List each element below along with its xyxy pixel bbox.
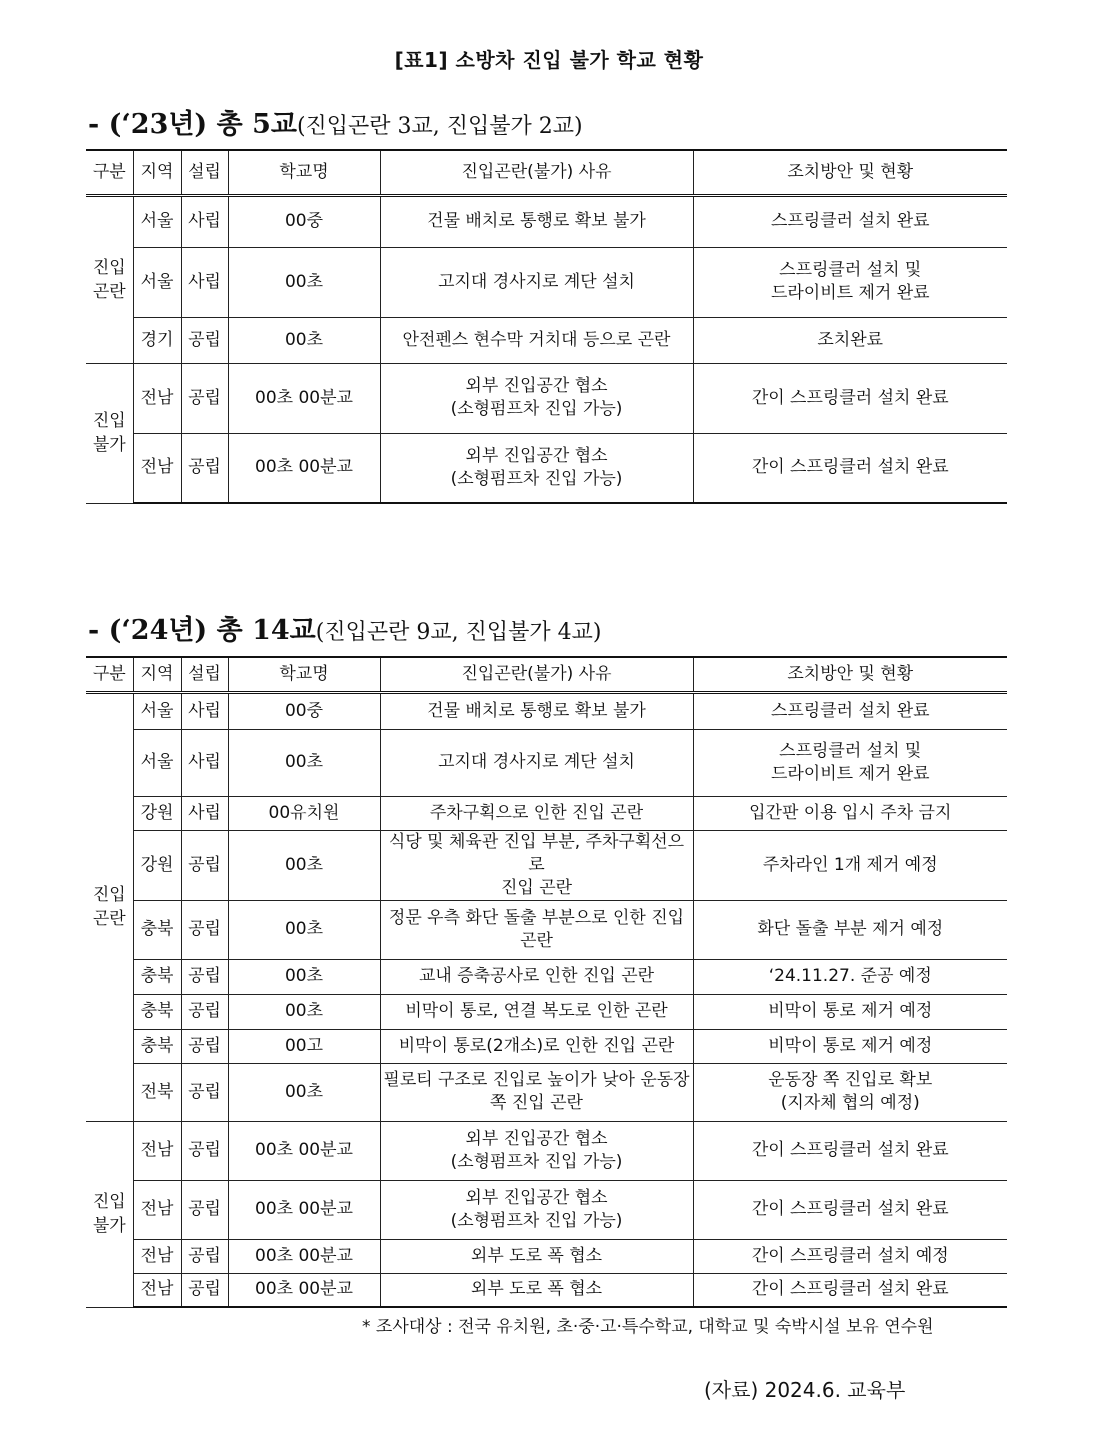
table-row [86,247,1007,317]
group-label-line: 곤란 [92,909,126,929]
reason-cell-line: 외부 진입공간 협소 [465,1187,608,1208]
reason-cell-line: 안전펜스 현수막 거치대 등으로 곤란 [402,329,671,350]
header-type: 설립 [181,657,228,692]
reason-cell [380,692,693,729]
action-cell-line: ‘24.11.27. 준공 예정 [768,966,932,986]
action-cell [693,195,1007,247]
group-label-line: 진입 [92,885,126,905]
action-cell-line: 스프링클러 설치 완료 [770,700,930,721]
school-name-cell: 00초 [228,959,380,994]
table-row [86,317,1007,363]
group-label-cell [86,1121,133,1307]
table-row [86,994,1007,1029]
group-label-cell [86,363,133,503]
header-row [86,150,1007,195]
table-row [86,433,1007,503]
action-cell [693,1029,1007,1063]
action-cell-line: 주차라인 1개 제거 예정 [762,854,938,875]
reason-cell [380,317,693,363]
header-region: 지역 [133,150,181,195]
action-cell [693,317,1007,363]
reason-cell-line: (소형펌프차 진입 가능) [450,1151,623,1172]
action-cell [693,1273,1007,1307]
type-cell: 공립 [181,1063,228,1121]
section-heading-main: - (‘23년) 총 5교 [88,109,297,140]
action-cell-line: 간이 스프링클러 설치 완료 [751,457,949,478]
school-name-cell: 00유치원 [228,796,380,830]
reason-cell [380,433,693,503]
section-heading-2024 [88,608,601,647]
reason-cell-line: 비막이 통로, 연결 복도로 인한 곤란 [405,1001,668,1021]
reason-cell-line: 식당 및 체육관 진입 부분, 주차구획선으로 [388,831,685,875]
reason-cell [380,729,693,796]
reason-cell [380,959,693,994]
action-cell [693,1063,1007,1121]
type-cell: 공립 [181,1029,228,1063]
action-cell-line: 간이 스프링클러 설치 완료 [751,1140,949,1160]
group-label-line: 불가 [92,435,126,455]
table-row [86,1063,1007,1121]
reason-cell-line: 외부 진입공간 협소 [465,376,608,396]
type-cell: 공립 [181,433,228,503]
region-cell: 전남 [133,1121,181,1180]
table-row [86,729,1007,796]
reason-cell [380,994,693,1029]
action-cell-line: 간이 스프링클러 설치 예정 [751,1245,949,1266]
type-cell: 공립 [181,830,228,900]
type-cell: 사립 [181,195,228,247]
type-cell: 공립 [181,317,228,363]
type-cell: 공립 [181,1273,228,1307]
school-name-cell: 00중 [228,692,380,729]
header-category: 구분 [86,657,133,692]
type-cell: 공립 [181,1121,228,1180]
table-row [86,195,1007,247]
reason-cell [380,1121,693,1180]
region-cell: 충북 [133,994,181,1029]
reason-cell-line: 외부 도로 폭 협소 [470,1245,603,1266]
action-cell [693,433,1007,503]
type-cell: 사립 [181,796,228,830]
region-cell: 전남 [133,1273,181,1307]
reason-cell-line: 건물 배치로 통행로 확보 불가 [427,211,646,231]
school-name-cell: 00초 00분교 [228,1239,380,1273]
section-heading-main: - (‘24년) 총 14교 [88,615,316,646]
school-name-cell: 00초 [228,1063,380,1121]
reason-cell-line: 주차구획으로 인한 진입 곤란 [429,802,644,823]
group-label-cell [86,692,133,1121]
school-name-cell: 00초 [228,317,380,363]
document-title: [표1] 소방차 진입 불가 학교 현황 [394,48,704,72]
school-name-cell: 00중 [228,195,380,247]
reason-cell [380,796,693,830]
reason-cell-line: 건물 배치로 통행로 확보 불가 [427,700,646,721]
action-cell-line: 간이 스프링클러 설치 완료 [751,387,949,408]
type-cell: 사립 [181,692,228,729]
table-row [86,363,1007,433]
type-cell: 공립 [181,363,228,433]
action-cell-line: 스프링클러 설치 및 [779,260,922,280]
type-cell: 사립 [181,729,228,796]
reason-cell [380,830,693,900]
action-cell [693,1180,1007,1239]
school-name-cell: 00고 [228,1029,380,1063]
school-name-cell: 00초 [228,994,380,1029]
action-cell-line: (지자체 협의 예정) [780,1093,920,1113]
reason-cell-line: 교내 증축공사로 인한 진입 곤란 [418,966,655,986]
type-cell: 공립 [181,900,228,959]
school-name-cell: 00초 00분교 [228,1121,380,1180]
header-school: 학교명 [228,150,380,195]
action-cell [693,830,1007,900]
action-cell-line: 비막이 통로 제거 예정 [768,1035,933,1056]
region-cell: 전남 [133,1239,181,1273]
type-cell: 공립 [181,1239,228,1273]
reason-cell-line: 필로티 구조로 진입로 높이가 낮아 운동장 [383,1070,690,1090]
header-type: 설립 [181,150,228,195]
table-row [86,900,1007,959]
reason-cell-line: 진입 곤란 [500,877,573,898]
footnote: * 조사대상 : 전국 유치원, 초·중·고·특수학교, 대학교 및 숙박시설 보유 연수원 [362,1317,934,1337]
action-cell-line: 드라이비트 제거 완료 [770,763,930,784]
group-label-line: 진입 [92,411,126,431]
type-cell: 공립 [181,959,228,994]
table-row [86,1121,1007,1180]
school-table-2023 [86,149,1007,504]
action-cell [693,1121,1007,1180]
reason-cell-line: (소형펌프차 진입 가능) [450,399,623,419]
school-name-cell: 00초 [228,830,380,900]
region-cell: 전남 [133,433,181,503]
school-name-cell: 00초 00분교 [228,363,380,433]
region-cell: 경기 [133,317,181,363]
school-name-cell: 00초 [228,729,380,796]
region-cell: 충북 [133,959,181,994]
reason-cell-line: 고지대 경사지로 계단 설치 [438,271,635,292]
action-cell-line: 화단 돌출 부분 제거 예정 [757,919,944,939]
region-cell: 충북 [133,900,181,959]
region-cell: 서울 [133,195,181,247]
school-name-cell: 00초 00분교 [228,1180,380,1239]
header-school: 학교명 [228,657,380,692]
reason-cell [380,363,693,433]
reason-cell [380,1239,693,1273]
action-cell [693,900,1007,959]
region-cell: 서울 [133,692,181,729]
section-heading-sub: (진입곤란 3교, 진입불가 2교) [296,114,583,139]
type-cell: 공립 [181,1180,228,1239]
action-cell-line: 간이 스프링클러 설치 완료 [751,1279,949,1300]
reason-cell-line: 쪽 진입 곤란 [490,1093,583,1113]
header-action: 조치방안 및 현황 [693,150,1007,195]
region-cell: 전남 [133,363,181,433]
reason-cell-line: (소형펌프차 진입 가능) [450,468,623,489]
table-row [86,959,1007,994]
reason-cell-line: 외부 진입공간 협소 [465,445,608,466]
action-cell-line: 조치완료 [817,329,884,350]
header-category: 구분 [86,150,133,195]
action-cell-line: 비막이 통로 제거 예정 [768,1001,933,1021]
type-cell: 공립 [181,994,228,1029]
group-label-cell [86,195,133,363]
group-label-line: 곤란 [92,281,126,302]
action-cell-line: 간이 스프링클러 설치 완료 [751,1199,949,1219]
header-reason: 진입곤란(불가) 사유 [380,150,693,195]
group-label-line: 불가 [92,1216,126,1236]
region-cell: 충북 [133,1029,181,1063]
school-name-cell: 00초 [228,900,380,959]
action-cell [693,959,1007,994]
school-name-cell: 00초 00분교 [228,1273,380,1307]
region-cell: 강원 [133,830,181,900]
region-cell: 전북 [133,1063,181,1121]
action-cell-line: 스프링클러 설치 및 [779,740,922,761]
reason-cell [380,1273,693,1307]
table-row [86,1273,1007,1307]
reason-cell [380,900,693,959]
action-cell-line: 입간판 이용 입시 주차 금지 [749,802,952,823]
reason-cell [380,195,693,247]
section-heading-sub: (진입곤란 9교, 진입불가 4교) [315,620,602,645]
action-cell [693,363,1007,433]
action-cell [693,729,1007,796]
reason-cell-line: 외부 진입공간 협소 [465,1128,608,1149]
action-cell-line: 운동장 쪽 진입로 확보 [768,1070,933,1090]
reason-cell [380,247,693,317]
reason-cell-line: 곤란 [520,930,553,951]
section-heading-2023 [88,102,583,141]
type-cell: 사립 [181,247,228,317]
action-cell-line: 스프링클러 설치 완료 [770,211,930,231]
header-region: 지역 [133,657,181,692]
school-name-cell: 00초 [228,247,380,317]
region-cell: 강원 [133,796,181,830]
reason-cell-line: 비막이 통로(2개소)로 인한 진입 곤란 [398,1035,675,1056]
school-table-2024 [86,656,1007,1308]
region-cell: 서울 [133,729,181,796]
reason-cell [380,1180,693,1239]
header-row [86,657,1007,692]
table-row [86,1029,1007,1063]
action-cell [693,994,1007,1029]
reason-cell-line: (소형펌프차 진입 가능) [450,1210,623,1231]
reason-cell-line: 정문 우측 화단 돌출 부분으로 인한 진입 [388,907,685,928]
group-label-line: 진입 [92,257,126,278]
reason-cell-line: 외부 도로 폭 협소 [470,1279,603,1300]
header-reason: 진입곤란(불가) 사유 [380,657,693,692]
table-row [86,1239,1007,1273]
table-row [86,1180,1007,1239]
group-label-line: 진입 [92,1192,126,1212]
action-cell [693,1239,1007,1273]
region-cell: 전남 [133,1180,181,1239]
header-action: 조치방안 및 현황 [693,657,1007,692]
table-row [86,830,1007,900]
region-cell: 서울 [133,247,181,317]
reason-cell [380,1063,693,1121]
table-row [86,796,1007,830]
reason-cell [380,1029,693,1063]
action-cell [693,692,1007,729]
action-cell [693,247,1007,317]
table-row [86,692,1007,729]
school-name-cell: 00초 00분교 [228,433,380,503]
reason-cell-line: 고지대 경사지로 계단 설치 [438,752,635,772]
action-cell [693,796,1007,830]
action-cell-line: 드라이비트 제거 완료 [770,283,930,303]
source-note: (자료) 2024.6. 교육부 [704,1378,906,1402]
